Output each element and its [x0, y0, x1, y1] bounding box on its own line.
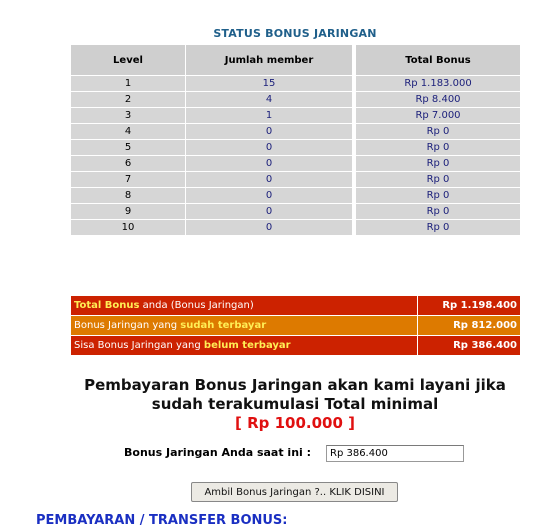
cell-members: 0 [186, 156, 352, 171]
current-bonus-label: Bonus Jaringan Anda saat ini : [124, 446, 312, 459]
cell-total: Rp 8.400 [356, 92, 520, 107]
cell-level: 6 [71, 156, 185, 171]
claim-bonus-button[interactable]: Ambil Bonus Jaringan ?.. KLIK DISINI [191, 482, 398, 502]
summary-amount-total: Rp 1.198.400 [418, 296, 520, 315]
cell-members: 0 [186, 140, 352, 155]
cell-members: 15 [186, 76, 352, 91]
cell-level: 3 [71, 108, 185, 123]
cell-members: 4 [186, 92, 352, 107]
minimum-amount: [ Rp 100.000 ] [235, 414, 355, 432]
cell-level: 10 [71, 220, 185, 235]
table-row [71, 108, 520, 123]
cell-separator [353, 92, 355, 107]
table-row [71, 156, 520, 171]
summary-label-total: Total Bonus anda (Bonus Jaringan) [71, 296, 417, 315]
table-header-row [71, 45, 520, 75]
table-row [71, 76, 520, 91]
cell-total: Rp 7.000 [356, 108, 520, 123]
cell-total: Rp 0 [356, 172, 520, 187]
summary-label-paid: Bonus Jaringan yang sudah terbayar [71, 316, 417, 335]
current-bonus-field[interactable] [326, 445, 464, 462]
cell-level: 4 [71, 124, 185, 139]
cell-level: 1 [71, 76, 185, 91]
cell-separator [353, 124, 355, 139]
cell-members: 1 [186, 108, 352, 123]
summary-amount-paid: Rp 812.000 [418, 316, 520, 335]
payment-transfer-heading: PEMBAYARAN / TRANSFER BONUS: [36, 513, 288, 528]
table-row [71, 172, 520, 187]
section-title: STATUS BONUS JARINGAN [213, 27, 377, 40]
cell-level: 7 [71, 172, 185, 187]
cell-members: 0 [186, 220, 352, 235]
cell-level: 2 [71, 92, 185, 107]
cell-total: Rp 0 [356, 124, 520, 139]
summary-row-total [71, 296, 520, 315]
notice-line-1: Pembayaran Bonus Jaringan akan kami layani jika [84, 376, 506, 394]
cell-separator [353, 108, 355, 123]
notice-line-2: sudah terakumulasi Total minimal [151, 395, 439, 413]
column-header-total: Total Bonus [356, 45, 520, 75]
cell-total: Rp 0 [356, 140, 520, 155]
table-row [71, 140, 520, 155]
table-row [71, 124, 520, 139]
cell-level: 8 [71, 188, 185, 203]
cell-members: 0 [186, 124, 352, 139]
cell-separator [353, 220, 355, 235]
column-separator [353, 45, 355, 75]
cell-total: Rp 0 [356, 204, 520, 219]
column-header-members: Jumlah member [186, 45, 352, 75]
column-header-level: Level [71, 45, 185, 75]
cell-separator [353, 172, 355, 187]
table-row [71, 92, 520, 107]
cell-separator [353, 156, 355, 171]
cell-separator [353, 140, 355, 155]
cell-total: Rp 0 [356, 156, 520, 171]
table-row [71, 220, 520, 235]
cell-total: Rp 0 [356, 188, 520, 203]
cell-level: 5 [71, 140, 185, 155]
bonus-summary-table [70, 295, 521, 356]
cell-separator [353, 76, 355, 91]
table-row [71, 188, 520, 203]
cell-separator [353, 188, 355, 203]
summary-label-remaining: Sisa Bonus Jaringan yang belum terbayar [71, 336, 417, 355]
cell-total: Rp 0 [356, 220, 520, 235]
table-row [71, 204, 520, 219]
cell-members: 0 [186, 188, 352, 203]
cell-total: Rp 1.183.000 [356, 76, 520, 91]
network-bonus-table [70, 44, 521, 236]
payment-notice [40, 376, 540, 433]
summary-row-paid [71, 316, 520, 335]
cell-members: 0 [186, 204, 352, 219]
summary-amount-remaining: Rp 386.400 [418, 336, 520, 355]
cell-members: 0 [186, 172, 352, 187]
summary-row-remaining [71, 336, 520, 355]
cell-separator [353, 204, 355, 219]
cell-level: 9 [71, 204, 185, 219]
